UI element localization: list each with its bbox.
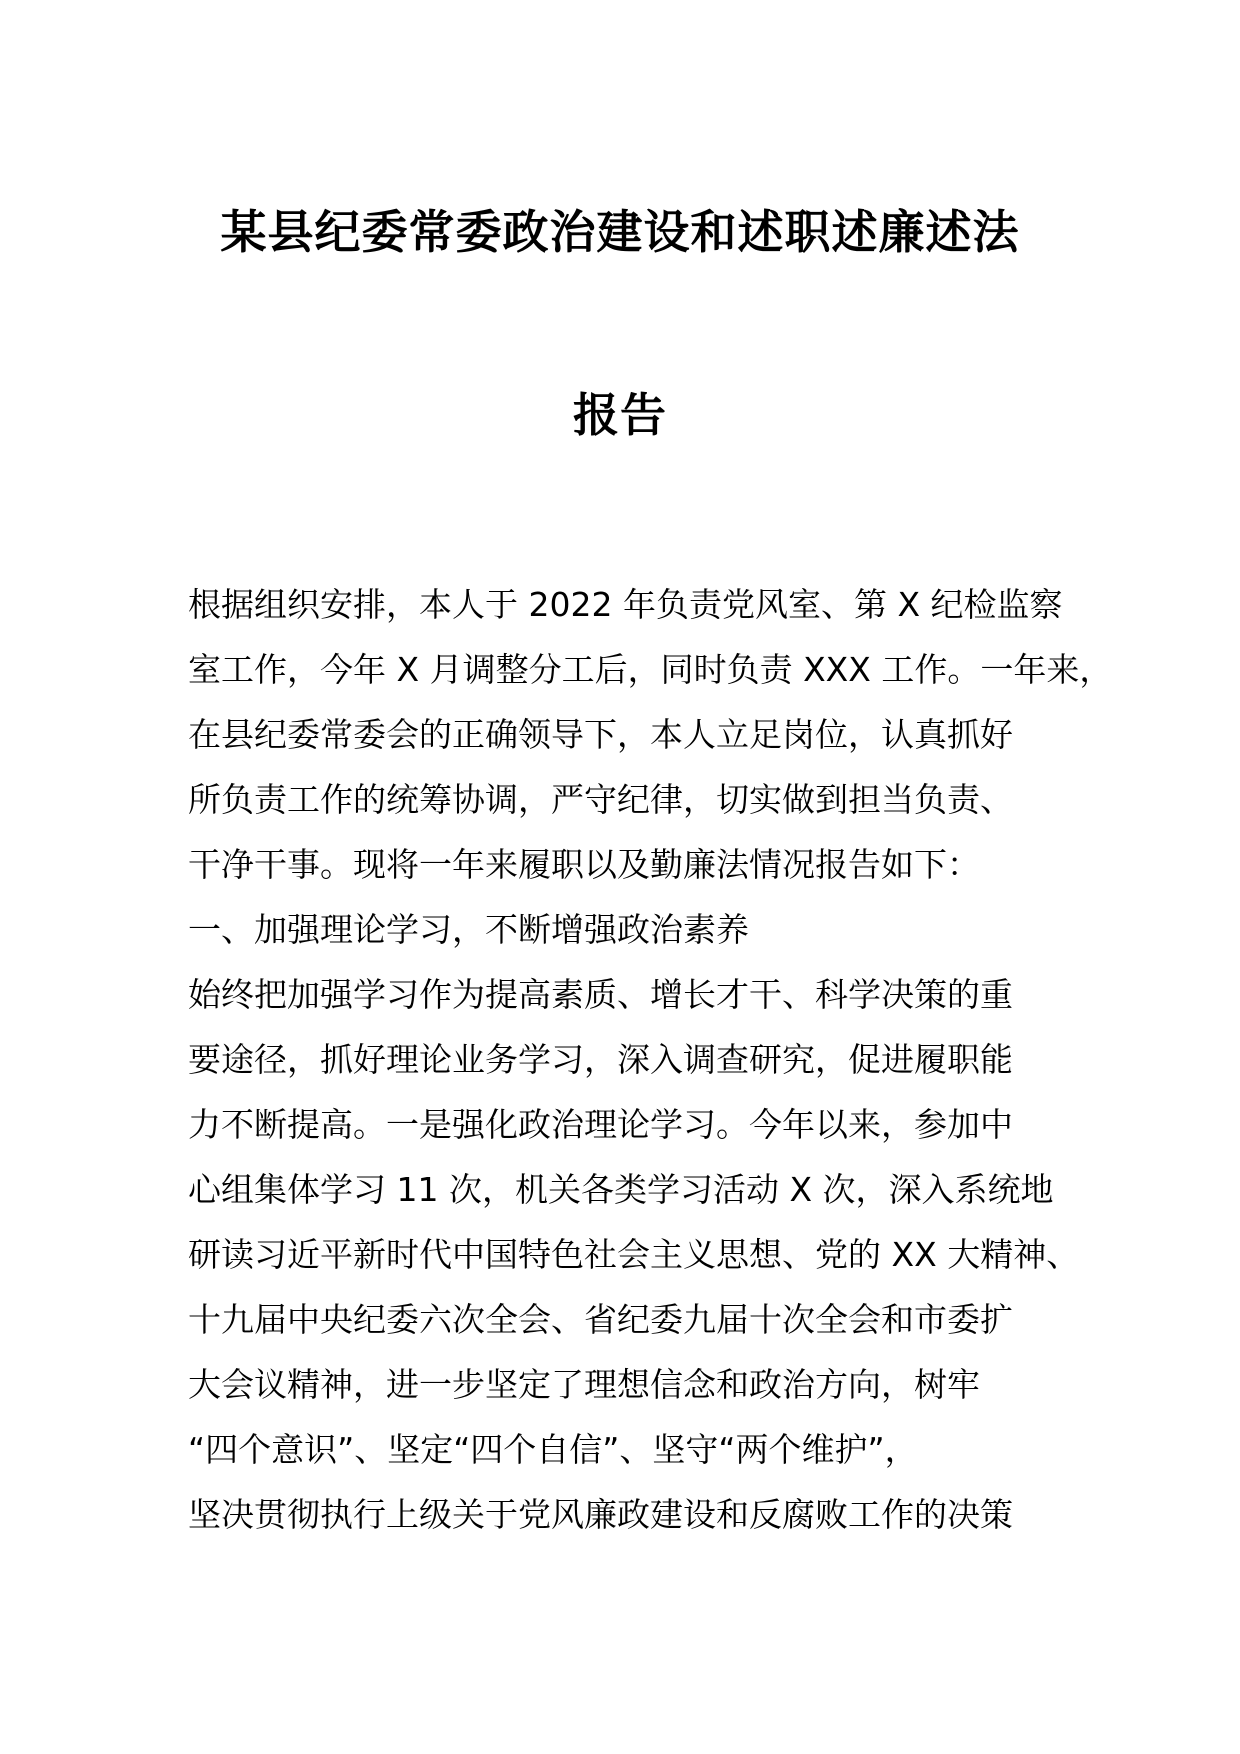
body-line: 室工作，今年 X 月调整分工后，同时负责 XXX 工作。一年来， (188, 650, 1113, 689)
document-body (188, 572, 1113, 1547)
section-heading: 一、加强理论学习，不断增强政治素养 (188, 910, 749, 949)
body-line: 大会议精神，进一步坚定了理想信念和政治方向，树牢 (188, 1365, 980, 1404)
body-line: 坚决贯彻执行上级关于党风廉政建设和反腐败工作的决策 (188, 1495, 1013, 1534)
body-line: 力不断提高。一是强化政治理论学习。今年以来，参加中 (188, 1105, 1013, 1144)
body-line: 研读习近平新时代中国特色社会主义思想、党的 XX 大精神、 (188, 1235, 1080, 1274)
body-line: 所负责工作的统筹协调，严守纪律，切实做到担当负责、 (188, 780, 1013, 819)
body-line: 始终把加强学习作为提高素质、增长才干、科学决策的重 (188, 975, 1013, 1014)
document-title-line-1: 某县纪委常委政治建设和述职述廉述法 (220, 205, 1020, 259)
body-line: 在县纪委常委会的正确领导下，本人立足岗位，认真抓好 (188, 715, 1013, 754)
body-line: “四个意识”、坚定“四个自信”、坚守“两个维护”， (188, 1430, 918, 1469)
body-line: 要途径，抓好理论业务学习，深入调查研究，促进履职能 (188, 1040, 1013, 1079)
body-line: 根据组织安排，本人于 2022 年负责党风室、第 X 纪检监察 (188, 585, 1063, 624)
body-line: 心组集体学习 11 次，机关各类学习活动 X 次，深入系统地 (188, 1170, 1054, 1209)
body-line: 干净干事。现将一年来履职以及勤廉法情况报告如下： (188, 845, 980, 884)
document-title-line-2: 报告 (573, 388, 667, 442)
body-line: 十九届中央纪委六次全会、省纪委九届十次全会和市委扩 (188, 1300, 1013, 1339)
